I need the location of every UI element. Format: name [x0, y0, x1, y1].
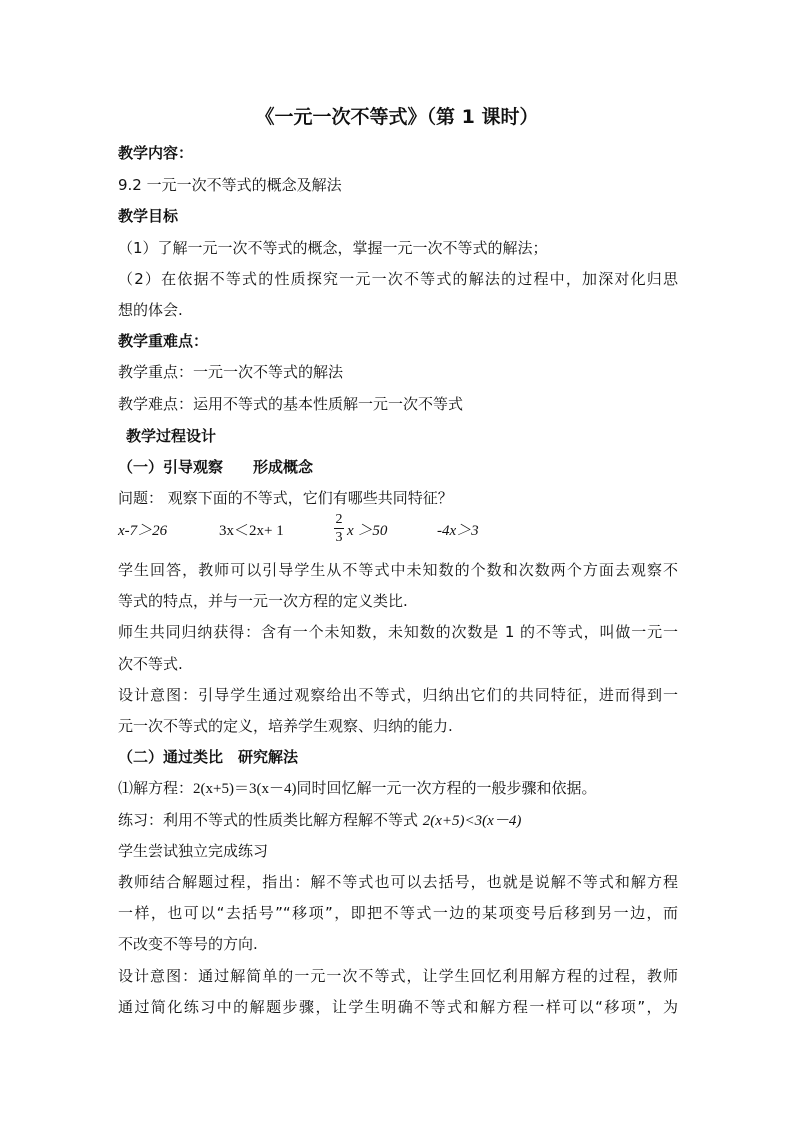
content-text: 9.2 一元一次不等式的概念及解法 — [118, 176, 342, 194]
summary-line-2: 次不等式. — [118, 655, 183, 673]
step-1-equation: 2(x+5)＝3(x－4) — [193, 781, 297, 797]
content-heading: 教学内容： — [118, 144, 194, 162]
goal-2-line-2: 想的体会. — [118, 301, 183, 319]
goals-heading: 教学目标 — [118, 207, 179, 225]
inequality-3: x ＞50 — [347, 523, 388, 539]
fraction-bar — [334, 528, 344, 529]
summary-line-1: 师生共同归纳获得：含有一个未知数，未知数的次数是 1 的不等式，叫做一元一 — [118, 623, 678, 641]
teacher-line-3: 不改变不等号的方向. — [118, 935, 258, 953]
inequality-3-fraction — [333, 511, 345, 546]
answer-line-2: 等式的特点，并与一元一次方程的定义类比. — [118, 592, 408, 610]
section-2-heading: （二）通过类比 研究解法 — [118, 748, 299, 766]
teacher-line-1: 教师结合解题过程，指出：解不等式也可以去括号，也就是说解不等式和解方程 — [118, 873, 678, 891]
inequality-2: 3x＜2x+ 1 — [219, 523, 284, 539]
step-1-prefix: ⑴解方程： — [118, 779, 194, 797]
self-practice: 学生尝试独立完成练习 — [118, 842, 269, 860]
intent-1-line-1: 设计意图：引导学生通过观察给出不等式，归纳出它们的共同特征，进而得到一 — [118, 686, 678, 704]
document-title: 《一元一次不等式》（第 1 课时） — [255, 106, 539, 128]
fraction-denominator: 3 — [335, 530, 343, 545]
answer-line-1: 学生回答，教师可以引导学生从不等式中未知数的个数和次数两个方面去观察不 — [118, 561, 678, 579]
practice-line — [118, 809, 678, 832]
intent-2-line-1: 设计意图：通过解简单的一元一次不等式，让学生回忆利用解方程的过程，教师 — [118, 967, 678, 985]
goal-1: （1）了解一元一次不等式的概念，掌握一元一次不等式的解法； — [118, 239, 548, 257]
section-1-heading: （一）引导观察 形成概念 — [118, 458, 314, 476]
key-heading: 教学重难点： — [118, 332, 209, 350]
goal-2-line-1: （2）在依据不等式的性质探究一元一次不等式的解法的过程中，加深对化归思 — [118, 270, 678, 288]
fraction-numerator: 2 — [335, 512, 343, 527]
question-text: 问题： 观察下面的不等式，它们有哪些共同特征？ — [118, 489, 453, 507]
step-1-suffix: 同时回忆解一元一次方程的一般步骤和依据。 — [296, 779, 597, 797]
inequality-1: x-7＞26 — [118, 523, 168, 539]
key-point: 教学重点：一元一次不等式的解法 — [118, 363, 344, 381]
process-heading: 教学过程设计 — [126, 427, 217, 445]
difficult-point: 教学难点：运用不等式的基本性质解一元一次不等式 — [118, 395, 464, 413]
intent-1-line-2: 元一次不等式的定义，培养学生观察、归纳的能力. — [118, 717, 453, 735]
step-1 — [118, 777, 678, 800]
intent-2-line-2: 通过简化练习中的解题步骤，让学生明确不等式和解方程一样可以“移项”，为 — [118, 998, 678, 1016]
practice-prefix: 练习：利用不等式的性质类比解方程解不等式 — [118, 811, 423, 829]
teacher-line-2: 一样，也可以“去括号”“移项”，即把不等式一边的某项变号后移到另一边，而 — [118, 904, 678, 922]
practice-inequality: 2(x+5)<3(x－4) — [422, 813, 522, 829]
inequality-4: -4x＞3 — [437, 523, 479, 539]
